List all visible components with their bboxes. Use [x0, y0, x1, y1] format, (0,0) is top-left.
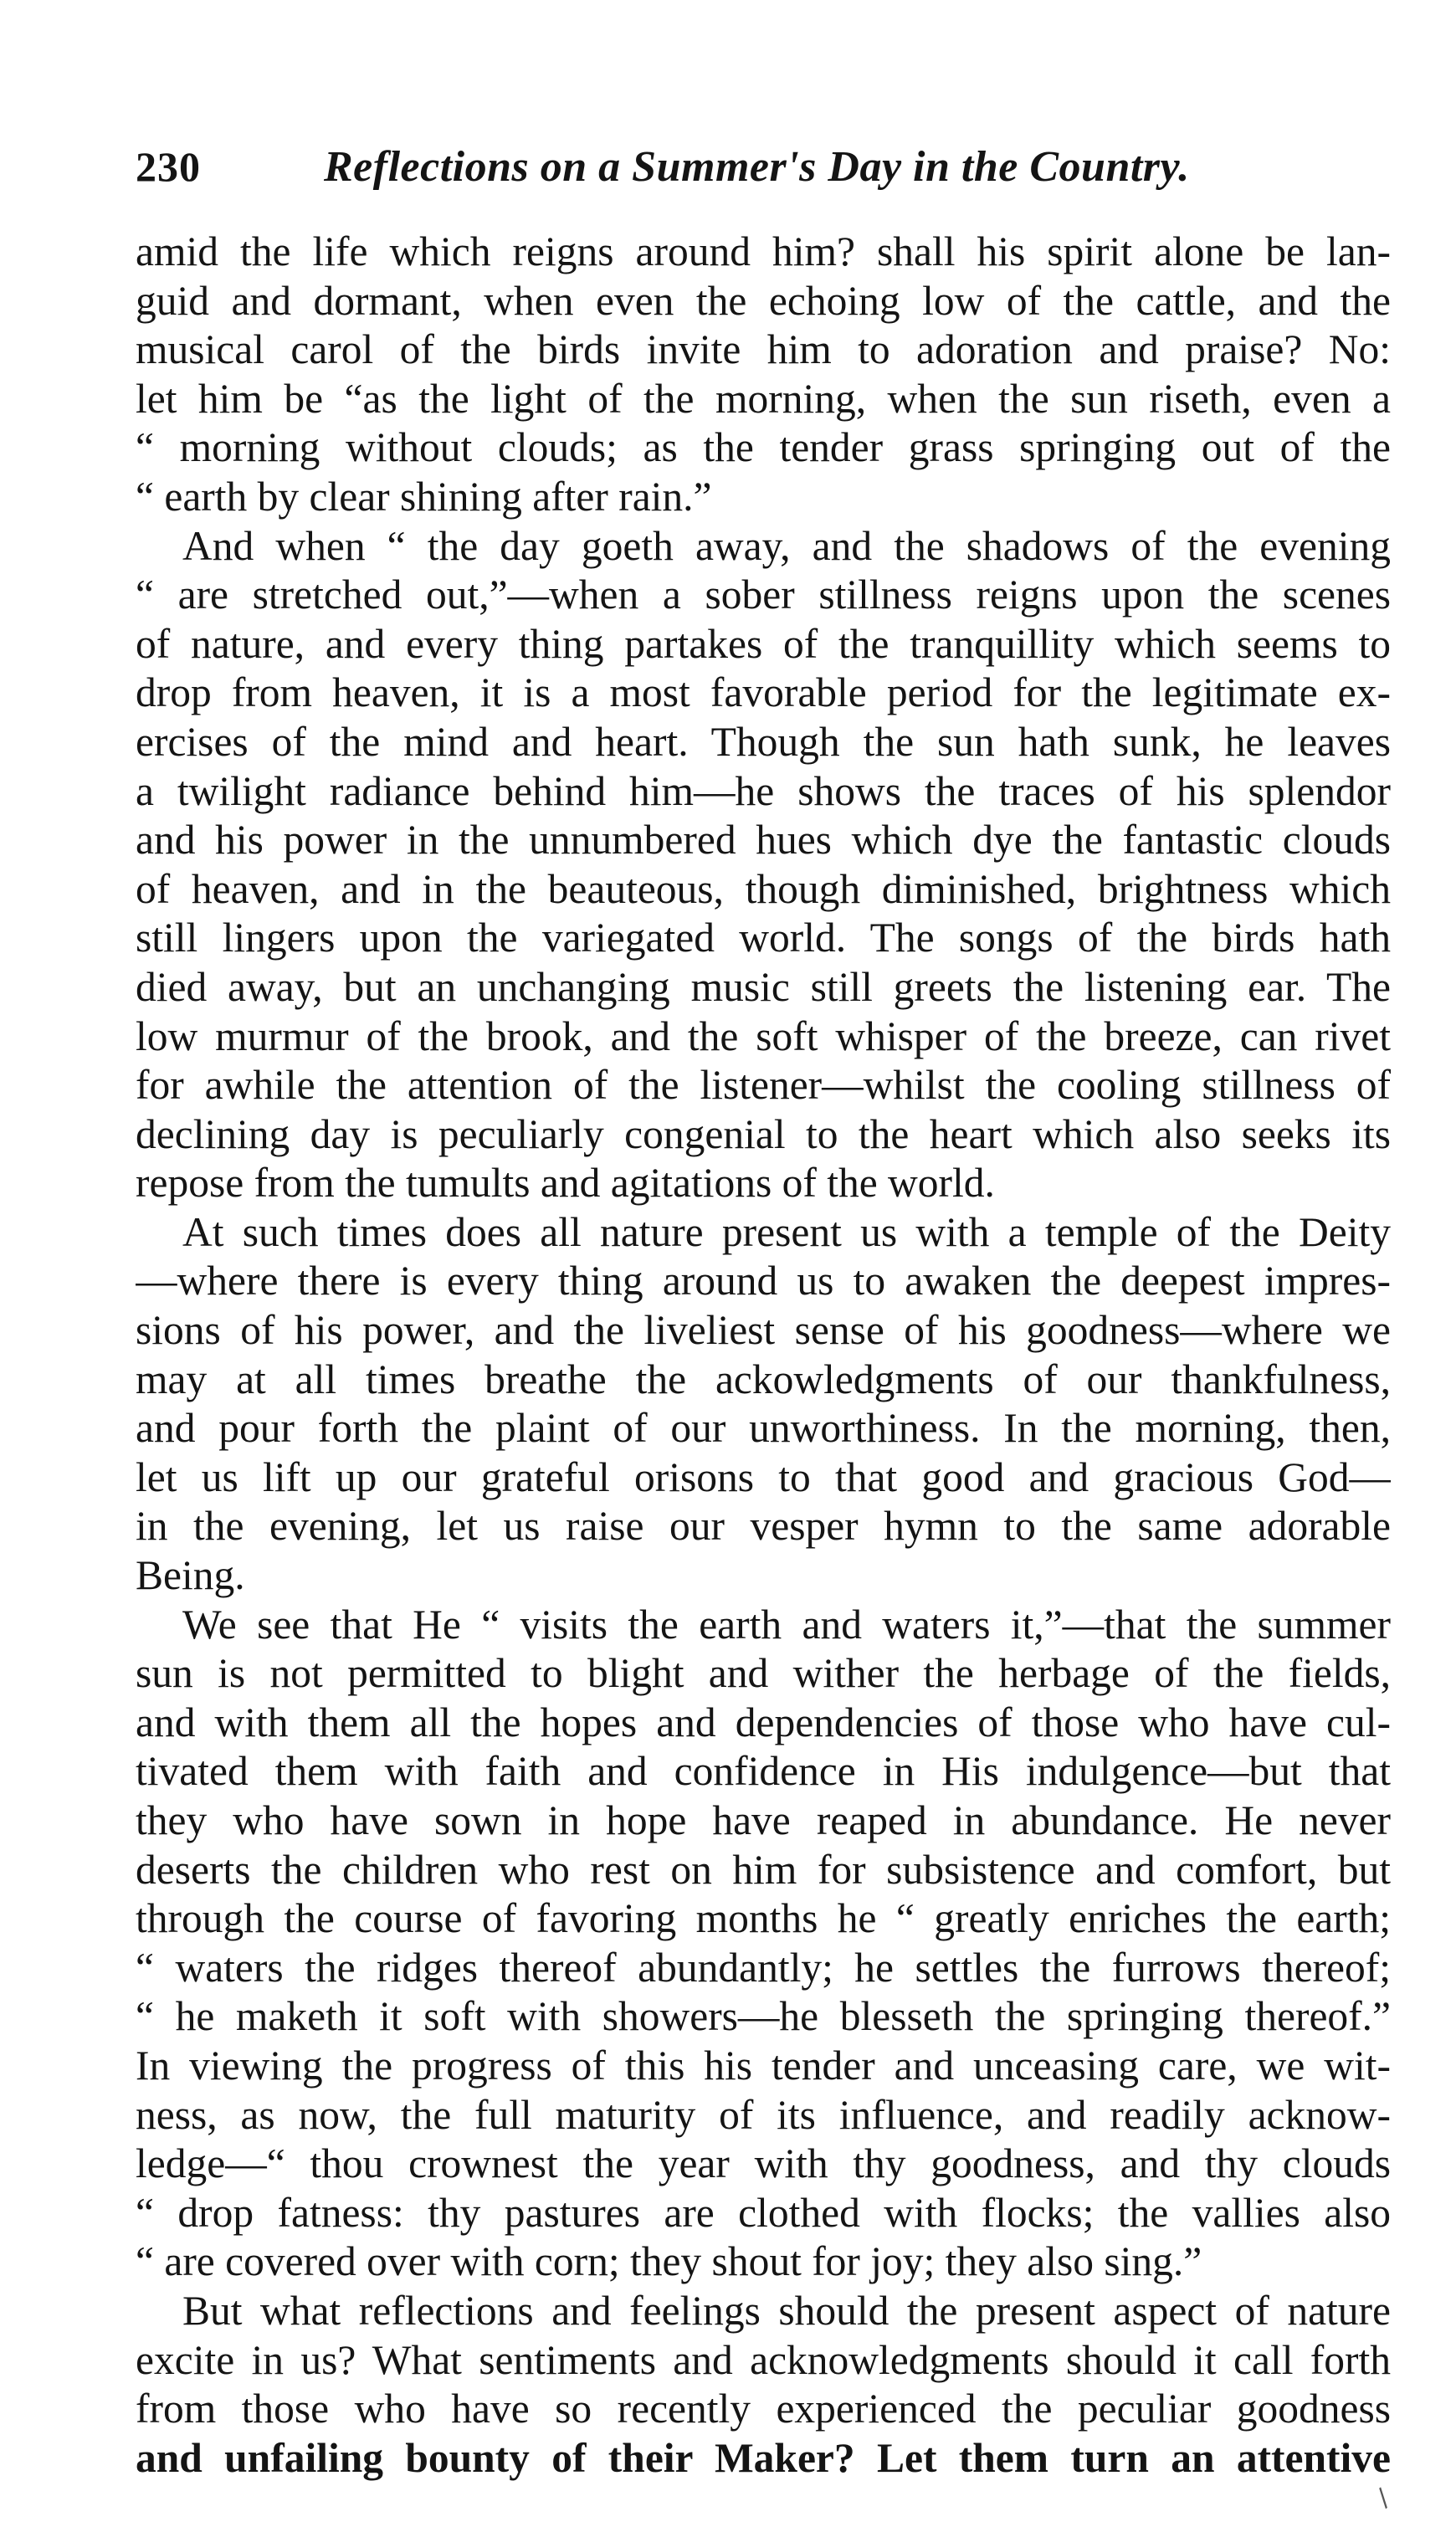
text-line: they who have sown in hope have reaped in abundance. He never [136, 1797, 1391, 1843]
text-line: “ are covered over with corn; they shout for joy; they also sing.” [136, 2238, 1202, 2285]
text-line: may at all times breathe the ackowledgments of our thankfulness, [136, 1356, 1391, 1402]
running-head [136, 142, 1274, 201]
text-line: and his power in the unnumbered hues which dye the fantastic clouds [136, 817, 1391, 864]
text-line: “ are stretched out,”—when a sober stillness reigns upon the scenes [136, 571, 1391, 618]
paragraph [136, 1601, 1391, 2287]
text-line: In viewing the progress of this his tender and unceasing care, we wit- [136, 2042, 1391, 2089]
paragraph [136, 522, 1391, 1208]
text-line: ercises of the mind and heart. Though the sun hath sunk, he leaves [136, 718, 1391, 765]
text-line: drop from heaven, it is a most favorable period for the legitimate ex- [136, 669, 1391, 716]
text-line: and unfailing bounty of their Maker? Let them turn an attentive [136, 2434, 1391, 2481]
text-line: declining day is peculiarly congenial to the heart which also seeks its [136, 1110, 1391, 1157]
text-line: let us lift up our grateful orisons to that good and gracious God— [136, 1453, 1391, 1500]
text-line: and pour forth the plaint of our unworthiness. In the morning, then, [136, 1405, 1391, 1452]
body-text [136, 228, 1391, 2483]
text-line: ness, as now, the full maturity of its influence, and readily acknow- [136, 2091, 1391, 2138]
text-line: “ drop fatness: thy pastures are clothed with flocks; the vallies also [136, 2189, 1391, 2236]
text-line: But what reflections and feelings should the present aspect of nature [182, 2287, 1391, 2334]
text-line: and with them all the hopes and dependencies of those who have cul- [136, 1699, 1391, 1745]
page-title: Reflections on a Summer's Day in the Country. [324, 143, 1190, 191]
text-line: “ morning without clouds; as the tender grass springing out of the [136, 424, 1391, 471]
text-line: ledge—“ thou crownest the year with thy goodness, and thy clouds [136, 2140, 1391, 2187]
text-line: tivated them with faith and confidence in His indulgence—but that [136, 1748, 1391, 1795]
text-line: amid the life which reigns around him? shall his spirit alone be lan- [136, 228, 1391, 274]
text-line: At such times does all nature present us with a temple of the Deity [182, 1208, 1391, 1255]
text-line: Being. [136, 1552, 245, 1599]
text-line: And when “ the day goeth away, and the shadows of the evening [182, 522, 1391, 569]
text-line: deserts the children who rest on him for subsistence and comfort, but [136, 1846, 1391, 1893]
text-line: sun is not permitted to blight and wither the herbage of the fields, [136, 1650, 1391, 1697]
paragraph [136, 228, 1391, 522]
paragraph [136, 1208, 1391, 1601]
text-line: “ waters the ridges thereof abundantly; he settles the furrows thereof; [136, 1944, 1391, 1991]
text-line: of nature, and every thing partakes of the tranquillity which seems to [136, 620, 1391, 667]
text-line: let him be “as the light of the morning, when the sun riseth, even a [136, 375, 1391, 422]
text-line: low murmur of the brook, and the soft whisper of the breeze, can rivet [136, 1012, 1391, 1059]
text-line: from those who have so recently experienced the peculiar goodness [136, 2386, 1391, 2432]
text-line: We see that He “ visits the earth and waters it,”—that the summer [182, 1601, 1391, 1648]
text-line: died away, but an unchanging music still greets the listening ear. The [136, 963, 1391, 1010]
text-line: “ earth by clear shining after rain.” [136, 473, 712, 520]
paragraph [136, 2287, 1391, 2483]
text-line: still lingers upon the variegated world. The songs of the birds hath [136, 915, 1391, 961]
text-line: —where there is every thing around us to awaken the deepest impres- [136, 1258, 1391, 1304]
text-line: “ he maketh it soft with showers—he blesseth the springing thereof.” [136, 1993, 1391, 2040]
text-line: sions of his power, and the liveliest sense of his goodness—where we [136, 1307, 1391, 1354]
page-edge-mark: / [1371, 2483, 1396, 2513]
text-line: for awhile the attention of the listener—whilst the cooling stillness of [136, 1062, 1391, 1109]
text-line: repose from the tumults and agitations of the world. [136, 1160, 995, 1207]
text-line: excite in us? What sentiments and acknowledgments should it call forth [136, 2336, 1391, 2383]
text-line: through the course of favoring months he “ greatly enriches the earth; [136, 1895, 1391, 1942]
text-line: guid and dormant, when even the echoing low of the cattle, and the [136, 277, 1391, 324]
text-line: musical carol of the birds invite him to adoration and praise? No: [136, 326, 1391, 373]
text-line: a twilight radiance behind him—he shows the traces of his splendor [136, 767, 1391, 814]
page-number: 230 [136, 143, 201, 190]
text-line: in the evening, let us raise our vesper hymn to the same adorable [136, 1503, 1391, 1550]
text-line: of heaven, and in the beauteous, though diminished, brightness which [136, 865, 1391, 912]
